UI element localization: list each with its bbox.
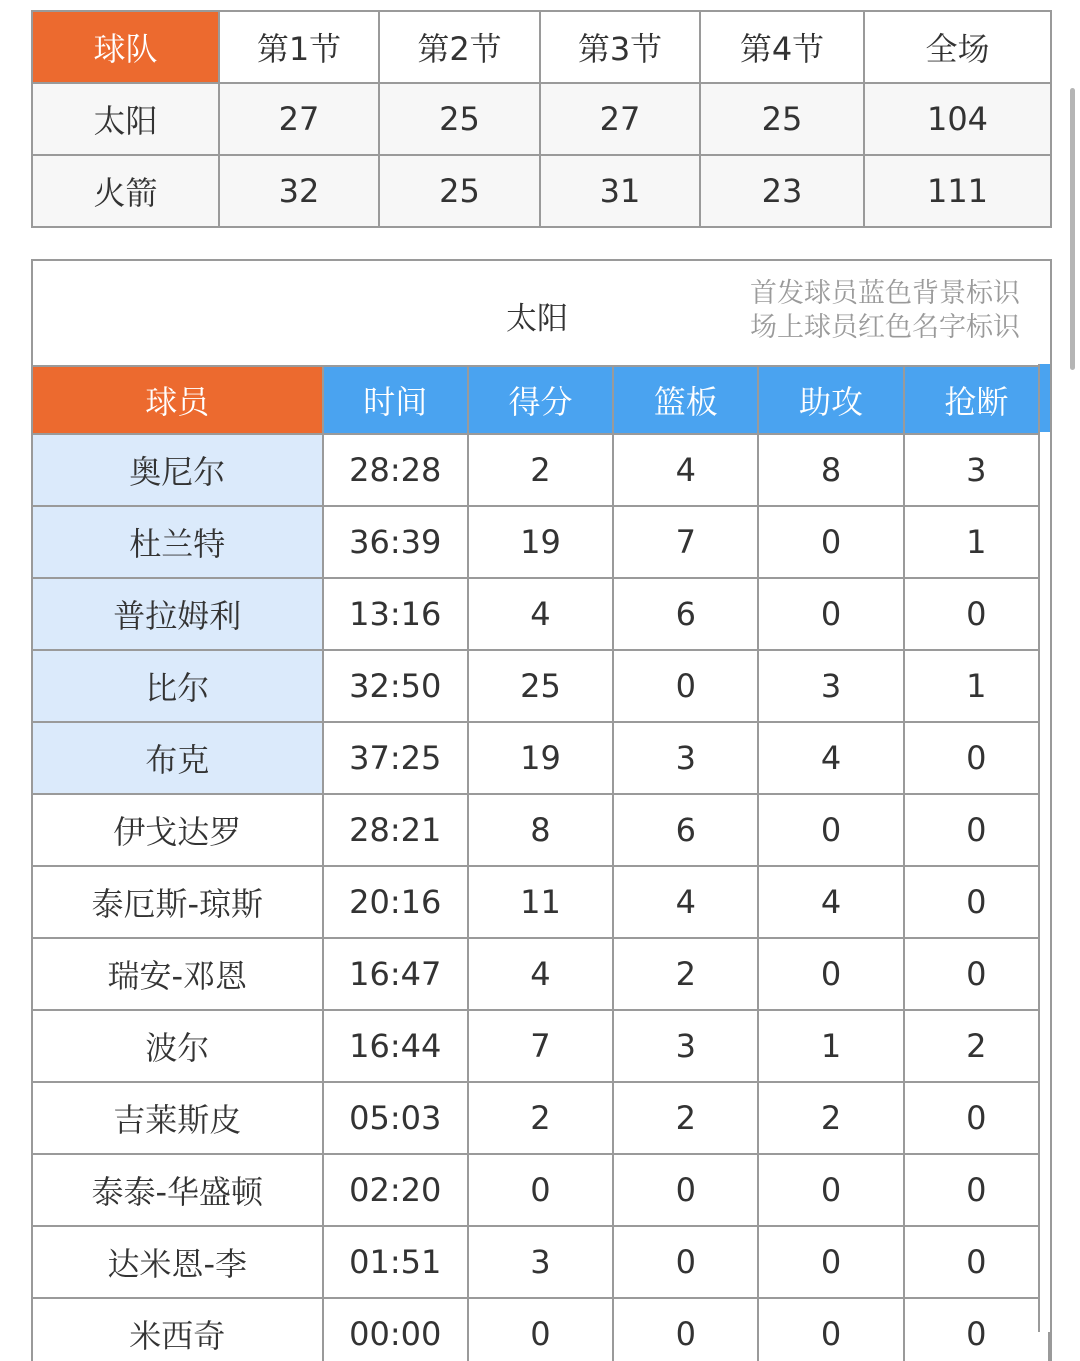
player-points: 2 (468, 434, 613, 506)
player-steals: 0 (904, 1226, 1049, 1298)
score-header-total: 全场 (864, 11, 1051, 83)
score-header-q1: 第1节 (219, 11, 379, 83)
score-q3: 31 (540, 155, 700, 227)
player-assists: 0 (758, 1154, 903, 1226)
player-rebounds: 6 (613, 794, 758, 866)
player-rebounds: 0 (613, 650, 758, 722)
header-rebounds[interactable]: 篮板 (613, 366, 758, 434)
score-total: 104 (864, 83, 1051, 155)
player-name: 普拉姆利 (33, 578, 323, 650)
score-row (32, 155, 1051, 227)
player-time: 37:25 (323, 722, 468, 794)
player-rebounds: 2 (613, 938, 758, 1010)
player-assists: 0 (758, 938, 903, 1010)
player-points: 2 (468, 1082, 613, 1154)
player-rebounds: 7 (613, 506, 758, 578)
player-assists: 0 (758, 794, 903, 866)
player-assists: 0 (758, 1298, 903, 1361)
player-name: 泰厄斯-琼斯 (33, 866, 323, 938)
panel-header (33, 261, 1050, 365)
scrollbar-thumb[interactable] (1070, 88, 1075, 370)
player-assists: 1 (758, 1010, 903, 1082)
player-time: 13:16 (323, 578, 468, 650)
player-rebounds: 3 (613, 1010, 758, 1082)
score-header-q4: 第4节 (700, 11, 864, 83)
player-time: 28:21 (323, 794, 468, 866)
player-points: 7 (468, 1010, 613, 1082)
player-points: 25 (468, 650, 613, 722)
player-row[interactable] (33, 578, 1049, 650)
player-time: 36:39 (323, 506, 468, 578)
player-row[interactable] (33, 1010, 1049, 1082)
player-row[interactable] (33, 1082, 1049, 1154)
player-steals: 0 (904, 1298, 1049, 1361)
quarter-score-table (31, 10, 1052, 228)
player-time: 02:20 (323, 1154, 468, 1226)
player-steals: 1 (904, 506, 1049, 578)
player-stats-panel (31, 259, 1052, 1361)
score-q1: 27 (219, 83, 379, 155)
header-time[interactable]: 时间 (323, 366, 468, 434)
player-steals: 0 (904, 578, 1049, 650)
player-steals: 0 (904, 866, 1049, 938)
player-row[interactable] (33, 1154, 1049, 1226)
player-name: 杜兰特 (33, 506, 323, 578)
score-header-q3: 第3节 (540, 11, 700, 83)
player-name: 布克 (33, 722, 323, 794)
player-points: 0 (468, 1298, 613, 1361)
player-rebounds: 0 (613, 1298, 758, 1361)
player-row[interactable] (33, 1298, 1049, 1361)
score-header-row (32, 11, 1051, 83)
player-points: 4 (468, 938, 613, 1010)
score-header-team: 球队 (32, 11, 219, 83)
player-rebounds: 4 (613, 866, 758, 938)
player-points: 0 (468, 1154, 613, 1226)
player-assists: 0 (758, 1226, 903, 1298)
stats-body (33, 434, 1049, 1361)
player-rebounds: 4 (613, 434, 758, 506)
player-row[interactable] (33, 506, 1049, 578)
legend-oncourt-note: 场上球员红色名字标识 (750, 312, 1020, 343)
score-header-q2: 第2节 (379, 11, 540, 83)
player-name: 瑞安-邓恩 (33, 938, 323, 1010)
header-player[interactable]: 球员 (33, 366, 323, 434)
legend-note (750, 277, 1020, 345)
player-time: 32:50 (323, 650, 468, 722)
score-q2: 25 (379, 83, 540, 155)
score-total: 111 (864, 155, 1051, 227)
player-time: 20:16 (323, 866, 468, 938)
player-time: 00:00 (323, 1298, 468, 1361)
player-name: 达米恩-李 (33, 1226, 323, 1298)
player-assists: 2 (758, 1082, 903, 1154)
player-rebounds: 0 (613, 1154, 758, 1226)
next-column-edge (1038, 364, 1050, 1332)
player-points: 19 (468, 506, 613, 578)
player-time: 16:44 (323, 1010, 468, 1082)
stats-header-row (33, 366, 1049, 434)
player-assists: 8 (758, 434, 903, 506)
player-name: 奥尼尔 (33, 434, 323, 506)
player-assists: 0 (758, 578, 903, 650)
player-time: 16:47 (323, 938, 468, 1010)
player-rebounds: 0 (613, 1226, 758, 1298)
player-steals: 0 (904, 794, 1049, 866)
player-name: 比尔 (33, 650, 323, 722)
player-time: 05:03 (323, 1082, 468, 1154)
header-points[interactable]: 得分 (468, 366, 613, 434)
team-title: 太阳 (506, 301, 568, 337)
player-time: 28:28 (323, 434, 468, 506)
player-assists: 4 (758, 722, 903, 794)
player-points: 19 (468, 722, 613, 794)
score-q1: 32 (219, 155, 379, 227)
player-steals: 1 (904, 650, 1049, 722)
score-q4: 23 (700, 155, 864, 227)
player-name: 吉莱斯皮 (33, 1082, 323, 1154)
next-column-header-edge (1040, 364, 1050, 432)
player-steals: 3 (904, 434, 1049, 506)
score-row (32, 83, 1051, 155)
player-row[interactable] (33, 866, 1049, 938)
player-steals: 2 (904, 1010, 1049, 1082)
header-steals[interactable]: 抢断 (904, 366, 1049, 434)
score-team-name: 火箭 (32, 155, 219, 227)
player-points: 11 (468, 866, 613, 938)
player-points: 3 (468, 1226, 613, 1298)
player-stats-table (33, 365, 1050, 1361)
score-team-name: 太阳 (32, 83, 219, 155)
player-steals: 0 (904, 938, 1049, 1010)
player-assists: 0 (758, 506, 903, 578)
player-row[interactable] (33, 434, 1049, 506)
header-assists[interactable]: 助攻 (758, 366, 903, 434)
player-points: 8 (468, 794, 613, 866)
player-name: 波尔 (33, 1010, 323, 1082)
player-name: 泰泰-华盛顿 (33, 1154, 323, 1226)
player-row[interactable] (33, 1226, 1049, 1298)
player-name: 米西奇 (33, 1298, 323, 1361)
player-time: 01:51 (323, 1226, 468, 1298)
player-name: 伊戈达罗 (33, 794, 323, 866)
legend-starter-note: 首发球员蓝色背景标识 (750, 278, 1020, 309)
player-assists: 3 (758, 650, 903, 722)
player-assists: 4 (758, 866, 903, 938)
score-q2: 25 (379, 155, 540, 227)
player-rebounds: 2 (613, 1082, 758, 1154)
player-rebounds: 3 (613, 722, 758, 794)
score-q3: 27 (540, 83, 700, 155)
player-row[interactable] (33, 722, 1049, 794)
score-q4: 25 (700, 83, 864, 155)
player-steals: 0 (904, 1082, 1049, 1154)
player-points: 4 (468, 578, 613, 650)
player-steals: 0 (904, 722, 1049, 794)
player-row[interactable] (33, 938, 1049, 1010)
player-rebounds: 6 (613, 578, 758, 650)
player-row[interactable] (33, 650, 1049, 722)
player-row[interactable] (33, 794, 1049, 866)
player-steals: 0 (904, 1154, 1049, 1226)
